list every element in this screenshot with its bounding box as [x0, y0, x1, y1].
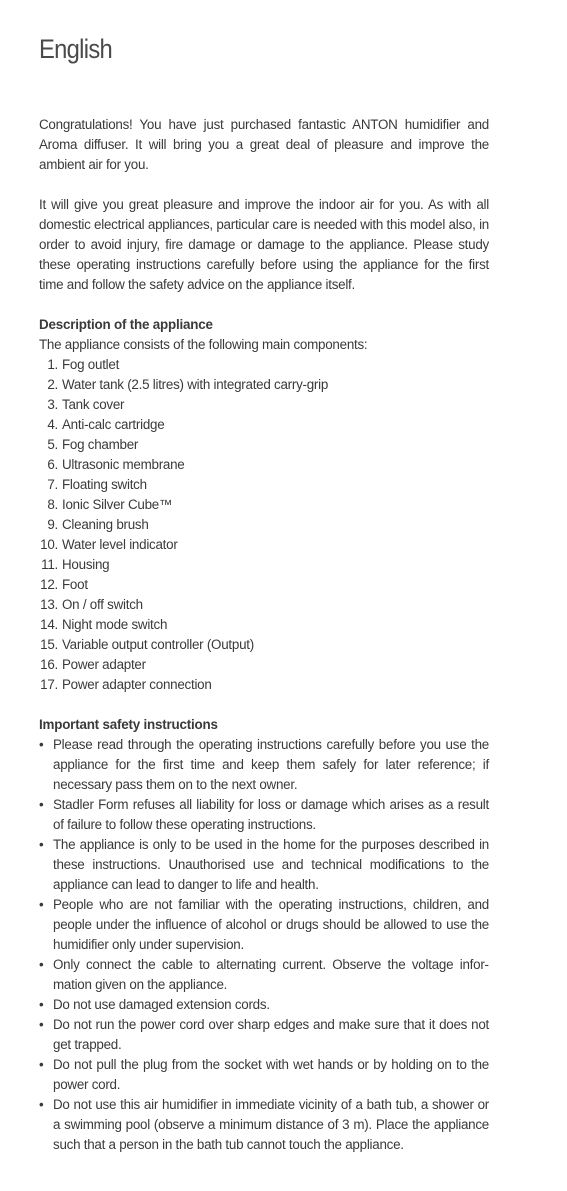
- component-item: [39, 415, 489, 435]
- component-label: Power adapter connection: [62, 677, 212, 692]
- bullet-icon: •: [39, 957, 44, 972]
- component-label: Power adapter: [62, 657, 146, 672]
- safety-item: [39, 1015, 489, 1055]
- component-label: Cleaning brush: [62, 517, 149, 532]
- component-item: [39, 475, 489, 495]
- component-item: [39, 375, 489, 395]
- bullet-icon: •: [39, 1097, 44, 1112]
- component-item: [39, 515, 489, 535]
- component-number: 14.: [40, 617, 58, 632]
- component-item: [39, 655, 489, 675]
- safety-list: [39, 735, 489, 1155]
- safety-text: Do not use this air humidifier in immediate vicinity of a bath tub, a shower or a swimming pool (observe a minimum distance of 3 m). Place the appliance such that a person in the bath tub cannot touch the appliance.: [53, 1097, 489, 1152]
- component-item: [39, 595, 489, 615]
- component-number: 10.: [40, 537, 58, 552]
- paragraph-gap: [39, 695, 489, 715]
- component-number: 6.: [47, 457, 58, 472]
- component-item: [39, 675, 489, 695]
- component-item: [39, 535, 489, 555]
- component-number: 11.: [41, 557, 58, 572]
- component-number: 1.: [47, 357, 58, 372]
- component-label: Ionic Silver Cube™: [62, 497, 173, 512]
- bullet-icon: •: [39, 1017, 44, 1032]
- component-item: [39, 455, 489, 475]
- safety-text: Do not pull the plug from the socket with wet hands or by holding on to the power cord.: [53, 1057, 489, 1092]
- component-number: 13.: [40, 597, 58, 612]
- safety-item: [39, 1095, 489, 1155]
- component-item: [39, 635, 489, 655]
- component-item: [39, 615, 489, 635]
- component-number: 12.: [40, 577, 58, 592]
- manual-content: [39, 115, 489, 1155]
- component-label: Floating switch: [62, 477, 147, 492]
- component-number: 15.: [40, 637, 58, 652]
- bullet-icon: •: [39, 837, 44, 852]
- component-item: [39, 575, 489, 595]
- paragraph-gap: [39, 175, 489, 195]
- safety-item: [39, 995, 489, 1015]
- safety-item: [39, 835, 489, 895]
- components-list: [39, 355, 489, 695]
- component-label: On / off switch: [62, 597, 143, 612]
- component-label: Housing: [62, 557, 110, 572]
- bullet-icon: •: [39, 1057, 44, 1072]
- component-number: 17.: [40, 677, 58, 692]
- bullet-icon: •: [39, 997, 44, 1012]
- component-item: [39, 495, 489, 515]
- safety-text: Do not use damaged extension cords.: [53, 997, 270, 1012]
- component-label: Night mode switch: [62, 617, 168, 632]
- component-item: [39, 555, 489, 575]
- component-label: Foot: [62, 577, 88, 592]
- bullet-icon: •: [39, 897, 44, 912]
- component-item: [39, 355, 489, 375]
- component-number: 7.: [47, 477, 58, 492]
- page-title: English: [39, 34, 113, 64]
- paragraph-gap: [39, 295, 489, 315]
- description-heading: Description of the appliance: [39, 317, 213, 332]
- component-label: Fog outlet: [62, 357, 120, 372]
- safety-text: Only connect the cable to alternating current. Observe the voltage information given on the appliance.: [53, 957, 489, 992]
- bullet-icon: •: [39, 737, 44, 752]
- component-number: 5.: [47, 437, 58, 452]
- safety-item: [39, 1055, 489, 1095]
- component-number: 8.: [47, 497, 58, 512]
- safety-heading: Important safety instructions: [39, 717, 218, 732]
- safety-text: Please read through the operating instructions carefully before you use the appliance for the first time and keep them safely for later reference; if necessary pass them on to the next owner.: [53, 737, 489, 792]
- intro-paragraph-1: Congratulations! You have just purchased fantastic ANTON humidifier and Aroma diffuser. It will bring you a great deal of pleasure and improve the ambient air for you.: [39, 117, 489, 172]
- component-number: 16.: [40, 657, 58, 672]
- safety-item: [39, 735, 489, 795]
- component-label: Tank cover: [62, 397, 125, 412]
- component-item: [39, 435, 489, 455]
- safety-text: The appliance is only to be used in the home for the purposes described in these instructions. Unauthorised use and technical modifications to the appliance can lead to danger to life and health.: [53, 837, 489, 892]
- component-number: 2.: [47, 377, 58, 392]
- safety-text: Stadler Form refuses all liability for loss or damage which arises as a result of failure to follow these operating instructions.: [53, 797, 489, 832]
- component-label: Fog chamber: [62, 437, 139, 452]
- safety-item: [39, 795, 489, 835]
- safety-item: [39, 895, 489, 955]
- safety-item: [39, 955, 489, 995]
- component-label: Variable output controller (Output): [62, 637, 254, 652]
- component-label: Water tank (2.5 litres) with integrated carry-grip: [62, 377, 329, 392]
- component-number: 3.: [47, 397, 58, 412]
- intro-paragraph-2: It will give you great pleasure and improve the indoor air for you. As with all domestic electrical appliances, particular care is needed with this model also, in order to avoid injury, fire damage or damage to the appliance. Please study these operating instructions carefully before using the appliance for the first time and follow the safety advice on the appliance itself.: [39, 197, 489, 292]
- component-label: Ultrasonic membrane: [62, 457, 185, 472]
- component-number: 4.: [47, 417, 58, 432]
- component-label: Water level indicator: [62, 537, 178, 552]
- component-number: 9.: [47, 517, 58, 532]
- safety-text: People who are not familiar with the operating instructions, children, and people under the influence of alcohol or drugs should be allowed to use the humidifier only under supervision.: [53, 897, 489, 952]
- description-lead: The appliance consists of the following main components:: [39, 337, 368, 352]
- component-item: [39, 395, 489, 415]
- component-label: Anti-calc cartridge: [62, 417, 165, 432]
- bullet-icon: •: [39, 797, 44, 812]
- safety-text: Do not run the power cord over sharp edges and make sure that it does not get trapped.: [53, 1017, 489, 1052]
